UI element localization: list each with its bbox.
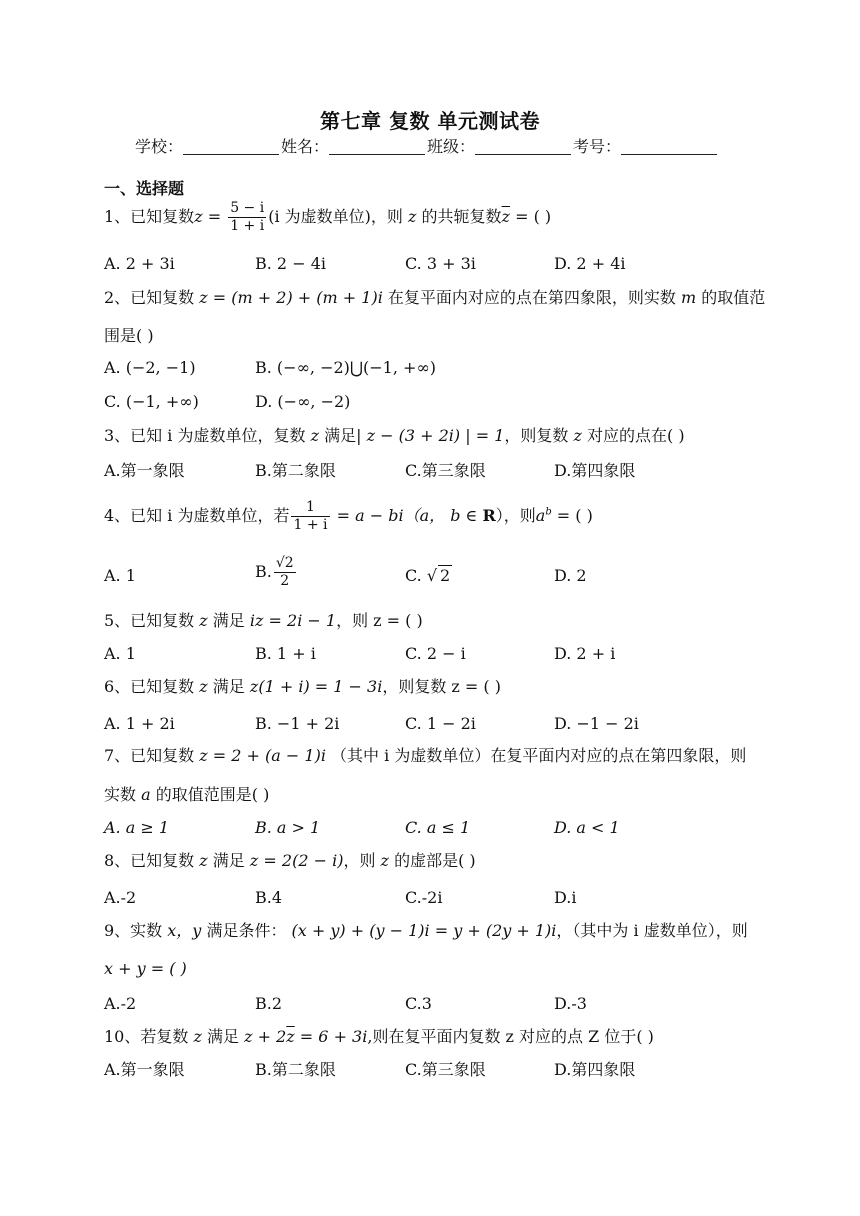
q1-fraction: [228, 200, 266, 235]
q6-option-c[interactable]: C. 1 − 2i: [405, 714, 476, 733]
q10-formula-b: = 6 + 3i: [294, 1027, 368, 1046]
q9-text: 9、实数: [104, 921, 163, 940]
exam-no-label: 考号：: [573, 137, 622, 156]
q3-text-post: ，则复数: [504, 426, 569, 445]
q10-text-mid: 满足: [206, 1027, 239, 1046]
q8-var2: z: [375, 851, 395, 870]
q7-option-a[interactable]: A. a ≥ 1: [104, 818, 170, 837]
q3-text: 3、已知 i 为虚数单位，复数: [104, 426, 306, 445]
q8-option-c[interactable]: C.-2i: [405, 888, 443, 907]
q4-option-c-radicand: 2: [440, 566, 451, 585]
q9-formula: (x + y) + (y − 1)i = y + (2y + 1)i: [286, 921, 557, 940]
q10-option-b[interactable]: B.第二象限: [255, 1060, 336, 1079]
school-label: 学校：: [135, 137, 184, 156]
q9-vars: x，y: [162, 921, 207, 940]
q3-option-a[interactable]: A.第一象限: [104, 461, 185, 480]
class-blank[interactable]: [475, 138, 571, 155]
q8-option-b[interactable]: B.4: [255, 888, 283, 907]
q2-text: 2、已知复数: [104, 288, 195, 307]
q6-option-a[interactable]: A. 1 + 2i: [104, 714, 175, 733]
school-blank[interactable]: [183, 138, 279, 155]
q1-option-d[interactable]: D. 2 + 4i: [554, 254, 626, 273]
q3-var2: z: [568, 426, 587, 445]
q5-var: z: [194, 611, 213, 630]
q4-formula: = a − bi: [331, 506, 404, 525]
q1-text-post: 的共轭复数: [421, 207, 502, 226]
question-8: [104, 850, 476, 872]
q8-text-post: ，则: [343, 851, 376, 870]
q1-text-mid: (i 为虚数单位)，则: [268, 207, 403, 226]
q7-var: a: [136, 785, 156, 804]
student-info-line: [135, 134, 719, 157]
q6-text: 6、已知复数: [104, 677, 195, 696]
q3-text-mid: 满足: [324, 426, 357, 445]
q4-option-a[interactable]: A. 1: [104, 566, 136, 585]
q5-text: 5、已知复数: [104, 611, 195, 630]
q10-var: z: [188, 1027, 207, 1046]
q9-option-b[interactable]: B.2: [255, 994, 283, 1013]
q2-text-b: 在复平面内对应的点在第四象限，则实数: [387, 288, 676, 307]
question-4: [104, 499, 593, 534]
q9-text-post: ，（其中为 i 虚数单位），则: [556, 921, 748, 940]
q1-option-c[interactable]: C. 3 + 3i: [405, 254, 476, 273]
q6-var: z: [194, 677, 213, 696]
q4-numerator: 1: [291, 499, 329, 517]
q4-base: a: [535, 506, 546, 525]
class-label: 班级：: [427, 137, 476, 156]
question-7: [104, 745, 746, 767]
q9-text-mid: 满足条件：: [206, 921, 287, 940]
q2-option-d[interactable]: D. (−∞, −2): [255, 392, 351, 411]
q10-text: 10、若复数: [104, 1027, 189, 1046]
q6-option-d[interactable]: D. −1 − 2i: [554, 714, 639, 733]
q3-option-d[interactable]: D.第四象限: [554, 461, 636, 480]
q8-end: 的虚部是( ): [394, 851, 476, 870]
question-7-line2: [104, 784, 269, 806]
q2-option-c[interactable]: C. (−1, +∞): [104, 392, 199, 411]
q1-denominator: 1 + i: [230, 218, 265, 234]
q4-option-b[interactable]: [255, 555, 298, 590]
q1-conjugate: $\overline{z}$: [501, 207, 510, 226]
q8-text-mid: 满足: [212, 851, 245, 870]
q6-end: ，则复数 z = ( ): [382, 677, 501, 696]
question-3: [104, 425, 685, 447]
q8-var: z: [194, 851, 213, 870]
q2-formula: z = (m + 2) + (m + 1)i: [194, 288, 388, 307]
q8-text: 8、已知复数: [104, 851, 195, 870]
q1-option-a[interactable]: A. 2 + 3i: [104, 254, 175, 273]
q10-option-c[interactable]: C.第三象限: [405, 1060, 486, 1079]
q4-paren: （a， b ∈: [403, 506, 483, 525]
q4-paren-end: ），则: [495, 506, 536, 525]
q4-option-d[interactable]: D. 2: [554, 566, 587, 585]
q8-option-d[interactable]: D.i: [554, 888, 577, 907]
q10-conjugate: $\overline{z}$: [286, 1027, 295, 1046]
question-1: [104, 200, 551, 235]
question-9: [104, 920, 748, 942]
q5-end: ，则 z = ( ): [336, 611, 423, 630]
q7-formula: z = 2 + (a − 1)i: [194, 746, 332, 765]
q9-option-d[interactable]: D.-3: [554, 994, 587, 1013]
q9-option-c[interactable]: C.3: [405, 994, 432, 1013]
q2-var: m: [675, 288, 702, 307]
page-title: 第七章 复数 单元测试卷: [320, 109, 540, 133]
q4-denominator: 1 + i: [293, 517, 328, 533]
q4-fraction: [291, 499, 329, 534]
q2-option-b[interactable]: B. (−∞, −2)⋃(−1, +∞): [255, 358, 437, 377]
q4-option-b-den: 2: [280, 573, 290, 589]
q5-text-mid: 满足: [212, 611, 245, 630]
question-6: [104, 676, 501, 698]
q10-option-d[interactable]: D.第四象限: [554, 1060, 636, 1079]
q1-var: z: [194, 207, 203, 226]
q5-formula: iz = 2i − 1: [244, 611, 337, 630]
q5-option-b[interactable]: B. 1 + i: [255, 644, 316, 663]
q6-option-b[interactable]: B. −1 + 2i: [255, 714, 340, 733]
section-heading: 一、选择题: [104, 179, 185, 198]
q3-end: 对应的点在( ): [587, 426, 685, 445]
q4-option-c[interactable]: [405, 565, 452, 587]
q3-var: z: [305, 426, 325, 445]
q5-option-d[interactable]: D. 2 + i: [554, 644, 616, 663]
exam-no-blank[interactable]: [621, 138, 717, 155]
question-5: [104, 610, 423, 632]
q1-var2: z: [402, 207, 422, 226]
q1-numerator: 5 − i: [230, 200, 265, 216]
q7-text-b: （其中 i 为虚数单位）在复平面内对应的点在第四象限，则: [331, 746, 747, 765]
q1-option-b[interactable]: B. 2 − 4i: [255, 254, 326, 273]
q7-option-b[interactable]: B. a > 1: [255, 818, 321, 837]
question-2: [104, 287, 765, 309]
q8-formula: z = 2(2 − i): [244, 851, 344, 870]
q4-option-b-label: B.: [255, 562, 272, 581]
q7-option-d[interactable]: D. a < 1: [554, 818, 620, 837]
q9-option-a[interactable]: A.-2: [104, 994, 137, 1013]
q7-text-line2: 实数: [104, 785, 137, 804]
question-2-line2: 围是( ): [104, 326, 154, 345]
q3-option-c[interactable]: C.第三象限: [405, 461, 486, 480]
q4-end: = ( ): [551, 506, 593, 525]
q1-end: = ( ): [509, 207, 552, 226]
question-10: [104, 1026, 654, 1048]
q6-text-mid: 满足: [212, 677, 245, 696]
q4-text: 4、已知 i 为虚数单位，若: [104, 506, 290, 525]
q4-exponent: b: [545, 506, 552, 518]
name-label: 姓名：: [281, 137, 330, 156]
q2-option-a[interactable]: A. (−2, −1): [104, 358, 196, 377]
q8-option-a[interactable]: A.-2: [104, 888, 137, 907]
q10-end: ,则在复平面内复数 z 对应的点 Z 位于( ): [367, 1027, 654, 1046]
q7-text-line2b: 的取值范围是( ): [155, 785, 270, 804]
question-9-line2: x + y = ( ): [104, 959, 187, 978]
q5-option-c[interactable]: C. 2 − i: [405, 644, 466, 663]
name-blank[interactable]: [329, 138, 425, 155]
q4-option-c-label: C. √: [405, 566, 438, 585]
q3-option-b[interactable]: B.第二象限: [255, 461, 336, 480]
q10-option-a[interactable]: A.第一象限: [104, 1060, 185, 1079]
q4-real-set: R: [482, 506, 496, 525]
q5-option-a[interactable]: A. 1: [104, 644, 136, 663]
q7-text: 7、已知复数: [104, 746, 195, 765]
q1-text: 1、已知复数: [104, 207, 195, 226]
q1-eq: =: [202, 207, 227, 226]
q4-option-b-fraction: [274, 555, 296, 590]
q2-text-c: 的取值范: [701, 288, 766, 307]
q6-formula: z(1 + i) = 1 − 3i: [244, 677, 383, 696]
q7-option-c[interactable]: C. a ≤ 1: [405, 818, 471, 837]
q4-option-b-num: √2: [275, 555, 294, 571]
q10-formula-a: z + 2: [239, 1027, 287, 1046]
q3-formula: | z − (3 + 2i) | = 1: [356, 426, 505, 445]
